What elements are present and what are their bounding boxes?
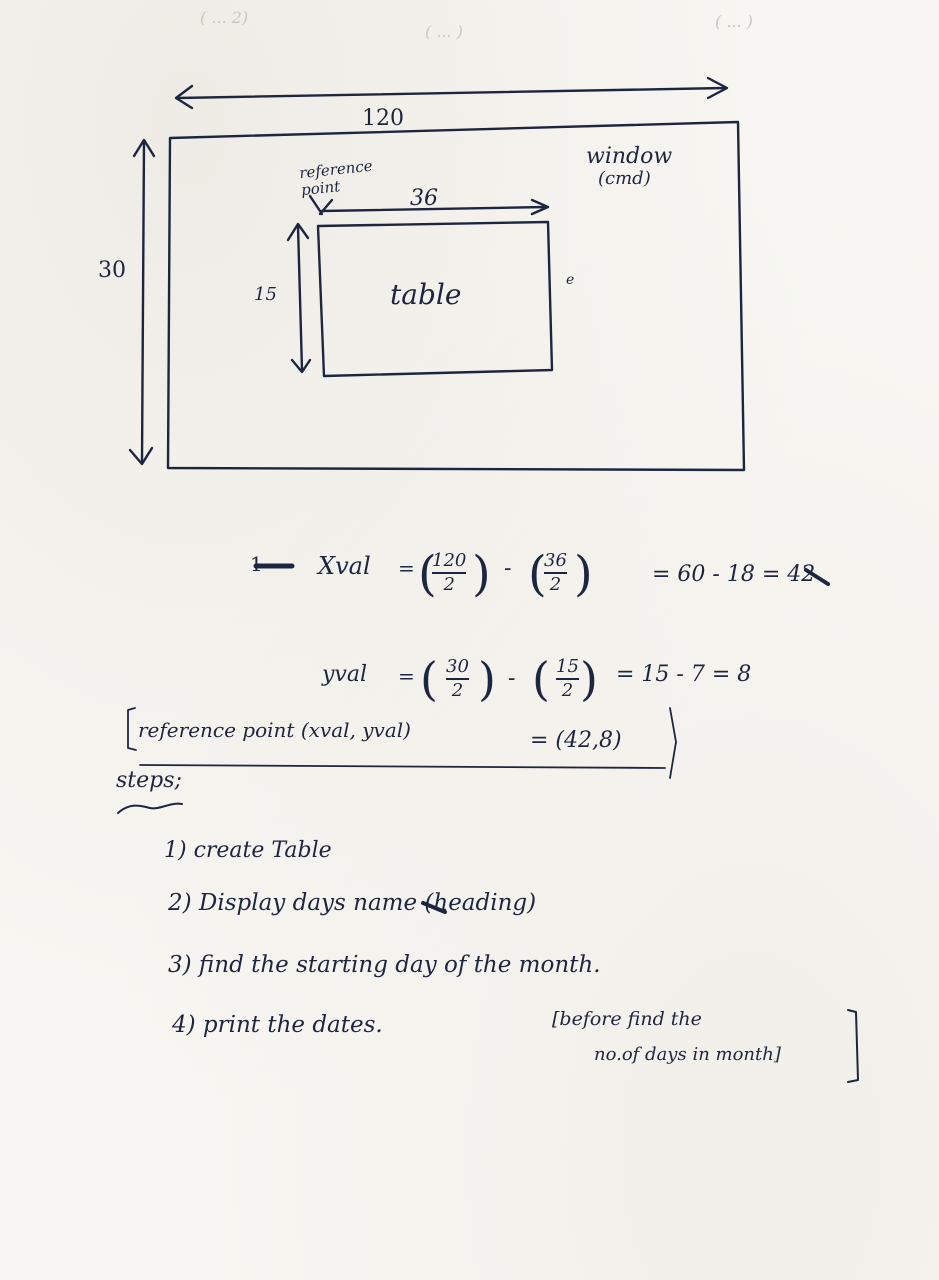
xval-fraction-b-num: 36 [544, 550, 567, 571]
xval-paren-open-a: ( [418, 546, 437, 602]
table-label: table [390, 278, 462, 311]
yval-result: = 15 - 7 = 8 [616, 662, 752, 687]
reference-underline [140, 765, 665, 768]
step-1: 1) create Table [164, 838, 332, 863]
xval-paren-close-b: ) [574, 546, 593, 602]
yval-paren-close-b: ) [580, 652, 598, 706]
xval-fraction-b [544, 552, 567, 594]
step-4-note-line-1: [before find the [552, 1008, 702, 1030]
table-height-label: 15 [254, 284, 277, 305]
xval-equals: = [398, 556, 415, 580]
reference-point-result: = (42,8) [530, 728, 622, 753]
table-width-label: 36 [410, 186, 438, 211]
note-closing-bracket [848, 1010, 858, 1082]
xval-fraction-a-num: 120 [432, 550, 467, 571]
yval-minus: - [508, 666, 516, 691]
yval-paren-open-b: ( [532, 652, 550, 706]
step-2: 2) Display days name (heading) [168, 890, 537, 916]
window-height-label: 30 [98, 258, 126, 283]
xval-struck-prefix: 1 [250, 552, 263, 576]
small-mark: e [566, 272, 575, 288]
xval-fraction-a-den: 2 [443, 574, 455, 595]
yval-equals: = [398, 664, 415, 688]
window-height-arrow [142, 142, 144, 462]
faint-header-right: ( ... ) [715, 12, 753, 31]
xval-label: Xval [318, 552, 371, 580]
faint-header-left: ( ... 2) [200, 8, 249, 27]
yval-fraction-b-num: 15 [556, 656, 579, 677]
yval-paren-close-a: ) [478, 652, 496, 706]
faint-header-middle: ( ... ) [425, 22, 463, 41]
xval-paren-open-b: ( [528, 546, 547, 602]
xval-fraction-a [432, 552, 466, 594]
steps-squiggle [118, 804, 182, 813]
yval-fraction-b-den: 2 [561, 680, 574, 701]
yval-fraction-a-den: 2 [451, 680, 464, 701]
xval-minus: - [504, 556, 512, 581]
window-label: window [586, 144, 673, 169]
table-height-arrow [298, 226, 302, 370]
xval-paren-close-a: ) [472, 546, 491, 602]
reference-bracket-right [670, 708, 676, 778]
xval-result: = 60 - 18 = 42 [652, 562, 816, 587]
window-width-arrow [178, 88, 725, 98]
window-width-label: 120 [362, 106, 404, 131]
steps-title: steps; [116, 768, 182, 793]
step-4-note-line-2: no.of days in month] [594, 1044, 781, 1065]
step-3: 3) find the starting day of the month. [168, 952, 601, 978]
yval-paren-open-a: ( [420, 652, 438, 706]
yval-fraction-a [446, 658, 469, 700]
yval-fraction-b [556, 658, 579, 700]
xval-fraction-b-den: 2 [549, 574, 562, 595]
yval-label: yval [322, 662, 368, 687]
step-4: 4) print the dates. [172, 1012, 383, 1038]
yval-fraction-a-num: 30 [446, 656, 469, 677]
reference-bracket-left [128, 708, 136, 750]
window-sub-label: (cmd) [598, 168, 651, 189]
reference-point-label: reference point [298, 156, 374, 199]
reference-point-line: reference point (xval, yval) [138, 718, 411, 742]
